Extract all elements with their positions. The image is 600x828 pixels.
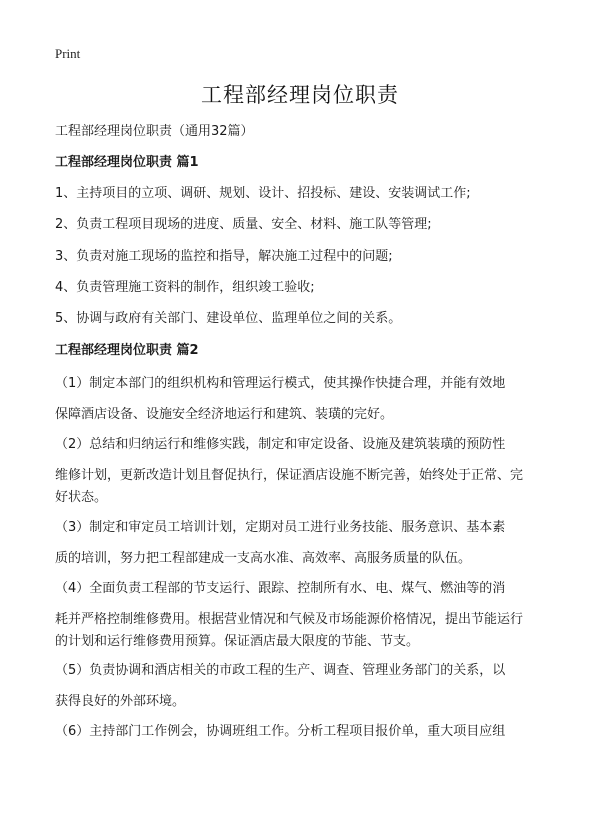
paragraph-line: 好状态。 <box>55 490 108 505</box>
paragraph-line: 质的培训，努力把工程部建成一支高水准、高效率、高服务质量的队伍。 <box>55 551 472 566</box>
document-subtitle: 工程部经理岗位职责（通用32篇） <box>55 124 254 139</box>
paragraph-line: （3）制定和审定员工培训计划，定期对员工进行业务技能、服务意识、基本素 <box>55 520 506 535</box>
paragraph-line: 耗并严格控制维修费用。根据营业情况和气候及市场能源价格情况，提出节能运行 <box>55 612 524 627</box>
paragraph-line: （4）全面负责工程部的节支运行、跟踪、控制所有水、电、煤气、燃油等的消 <box>55 581 506 596</box>
paragraph-line: 的计划和运行维修费用预算。保证酒店最大限度的节能、节支。 <box>55 634 420 649</box>
paragraph-line: 获得良好的外部环境。 <box>55 694 186 709</box>
list-item: 2、负责工程项目现场的进度、质量、安全、材料、施工队等管理; <box>55 217 432 232</box>
list-item: 1、主持项目的立项、调研、规划、设计、招投标、建设、安装调试工作; <box>55 186 471 201</box>
print-label: Print <box>55 46 81 61</box>
paragraph-line: （2）总结和归纳运行和维修实践，制定和审定设备、设施及建筑装璜的预防性 <box>55 437 506 452</box>
paragraph-line: （5）负责协调和酒店相关的市政工程的生产、调查、管理业务部门的关系，以 <box>55 663 506 678</box>
paragraph-line: （6）主持部门工作例会，协调班组工作。分析工程项目报价单，重大项目应组 <box>55 724 506 739</box>
list-item: 5、协调与政府有关部门、建设单位、监理单位之间的关系。 <box>55 311 402 326</box>
list-item: 3、负责对施工现场的监控和指导，解决施工过程中的问题; <box>55 249 393 264</box>
paragraph-line: 保障酒店设备、设施安全经济地运行和建筑、装璜的完好。 <box>55 407 394 422</box>
section-heading: 工程部经理岗位职责 篇1 <box>55 155 199 170</box>
paragraph-line: （1）制定本部门的组织机构和管理运行模式，使其操作快捷合理，并能有效地 <box>55 376 506 391</box>
section-heading: 工程部经理岗位职责 篇2 <box>55 343 199 358</box>
paragraph-line: 维修计划，更新改造计划且督促执行，保证酒店设施不断完善，始终处于正常、完 <box>55 468 524 483</box>
list-item: 4、负责管理施工资料的制作，组织竣工验收; <box>55 280 315 295</box>
document-title: 工程部经理岗位职责 <box>201 83 399 107</box>
